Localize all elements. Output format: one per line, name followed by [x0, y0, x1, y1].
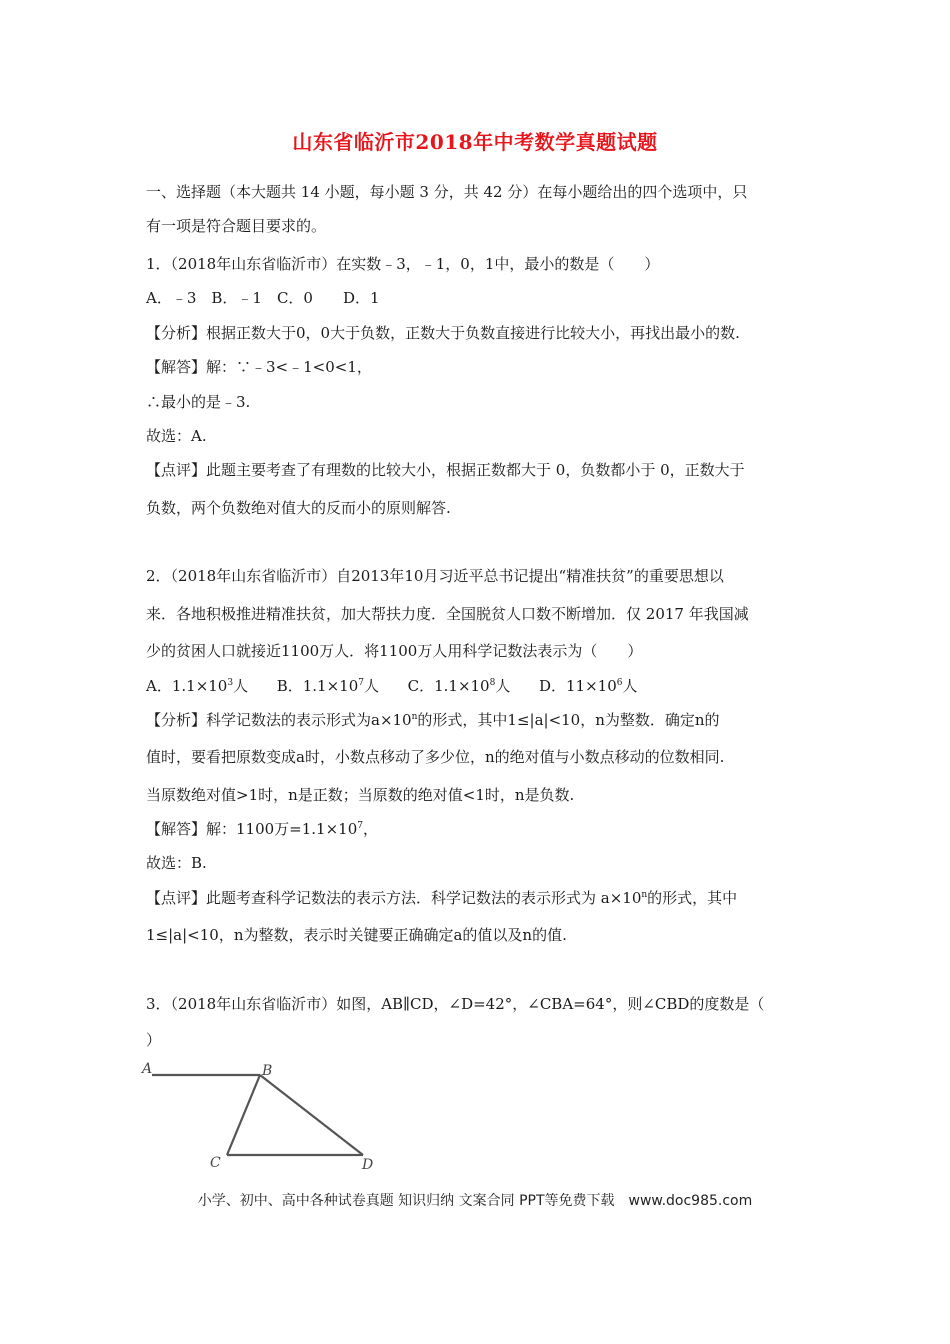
segment-bd — [260, 1075, 363, 1155]
q2-stem-line3: 少的贫困人口就接近1100万人．将1100万人用科学记数法表示为（ ） — [146, 642, 643, 660]
q2-option-d: D．$11\times 10^6$人 — [538, 677, 638, 695]
section-heading-line1: 一、选择题（本大题共 14 小题，每小题 3 分，共 42 分）在每小题给出的四个选项中，只 — [146, 183, 748, 201]
q2-analysis-line1: 【分析】科学记数法的表示形式为$a\times 10^n$的形式，其中1≤|a|<10，n为整数．确定n的 — [146, 711, 720, 729]
q2-stem-line2: 来．各地积极推进精准扶贫，加大帮扶力度．全国脱贫人口数不断增加．仅 2017 年我国减 — [146, 605, 749, 623]
q3-stem-line1: 3．（2018年山东省临沂市）如图，AB∥CD，∠D=42°，∠CBA=64°，则∠CBD的度数是（ — [146, 995, 765, 1013]
segment-bc — [227, 1075, 260, 1155]
section-heading-line2: 有一项是符合题目要求的。 — [146, 217, 327, 235]
q2-option-b: B．$1.1\times 10^7$人 — [276, 677, 379, 695]
page-footer: 小学、初中、高中各种试卷真题 知识归纳 文案合同 PPT等免费下载 www.doc985.com — [197, 1193, 753, 1209]
q2-answer: 【解答】解：1100万$=1.1\times 10^7$， — [146, 820, 379, 838]
q2-analysis-line3: 当原数绝对值>1时，n是正数；当原数的绝对值<1时，n是负数. — [146, 786, 575, 804]
label-c: C — [210, 1155, 221, 1171]
q1-answer-line1: 【解答】解：∵﹣3<﹣1<0<1， — [146, 358, 372, 376]
label-d: D — [362, 1157, 374, 1173]
q2-option-c: C．$1.1\times 10^8$人 — [407, 677, 511, 695]
q2-stem-line1: 2．（2018年山东省临沂市）自2013年10月习近平总书记提出“精准扶贫”的重要思想以 — [146, 567, 724, 585]
q1-options: A．﹣3 B．﹣1 C．0 D．1 — [146, 289, 380, 307]
label-b: B — [262, 1063, 273, 1079]
q3-stem-line2: ） — [146, 1031, 162, 1049]
q2-comment-line2: 1≤|a|<10，n为整数，表示时关键要正确确定a的值以及n的值. — [146, 926, 567, 944]
q1-stem: 1．（2018年山东省临沂市）在实数﹣3，﹣1，0，1中，最小的数是（ ） — [146, 255, 660, 273]
q1-choice: 故选：A. — [146, 427, 207, 445]
q2-options — [146, 676, 638, 696]
q2-analysis-line2: 值时，要看把原数变成a时，小数点移动了多少位，n的绝对值与小数点移动的位数相同. — [146, 748, 725, 766]
label-a: A — [142, 1061, 153, 1077]
page-title: 山东省临沂市2018年中考数学真题试题 — [292, 130, 658, 154]
q1-comment-line2: 负数，两个负数绝对值大的反而小的原则解答. — [146, 499, 451, 517]
q1-answer-line2: ∴最小的是﹣3. — [146, 393, 251, 411]
q2-comment-line1: 【点评】此题考查科学记数法的表示方法．科学记数法的表示形式为 $a\times 10^n$的形式，其中 — [146, 889, 738, 907]
q1-comment-line1: 【点评】此题主要考查了有理数的比较大小，根据正数都大于 0，负数都小于 0，正数大于 — [146, 461, 745, 479]
q1-analysis: 【分析】根据正数大于0，0大于负数，正数大于负数直接进行比较大小，再找出最小的数. — [146, 324, 740, 342]
q2-option-a: A．$1.1\times 10^3$人 — [146, 677, 249, 695]
q2-choice: 故选：B. — [146, 854, 207, 872]
q3-geometry-figure — [140, 1055, 380, 1175]
